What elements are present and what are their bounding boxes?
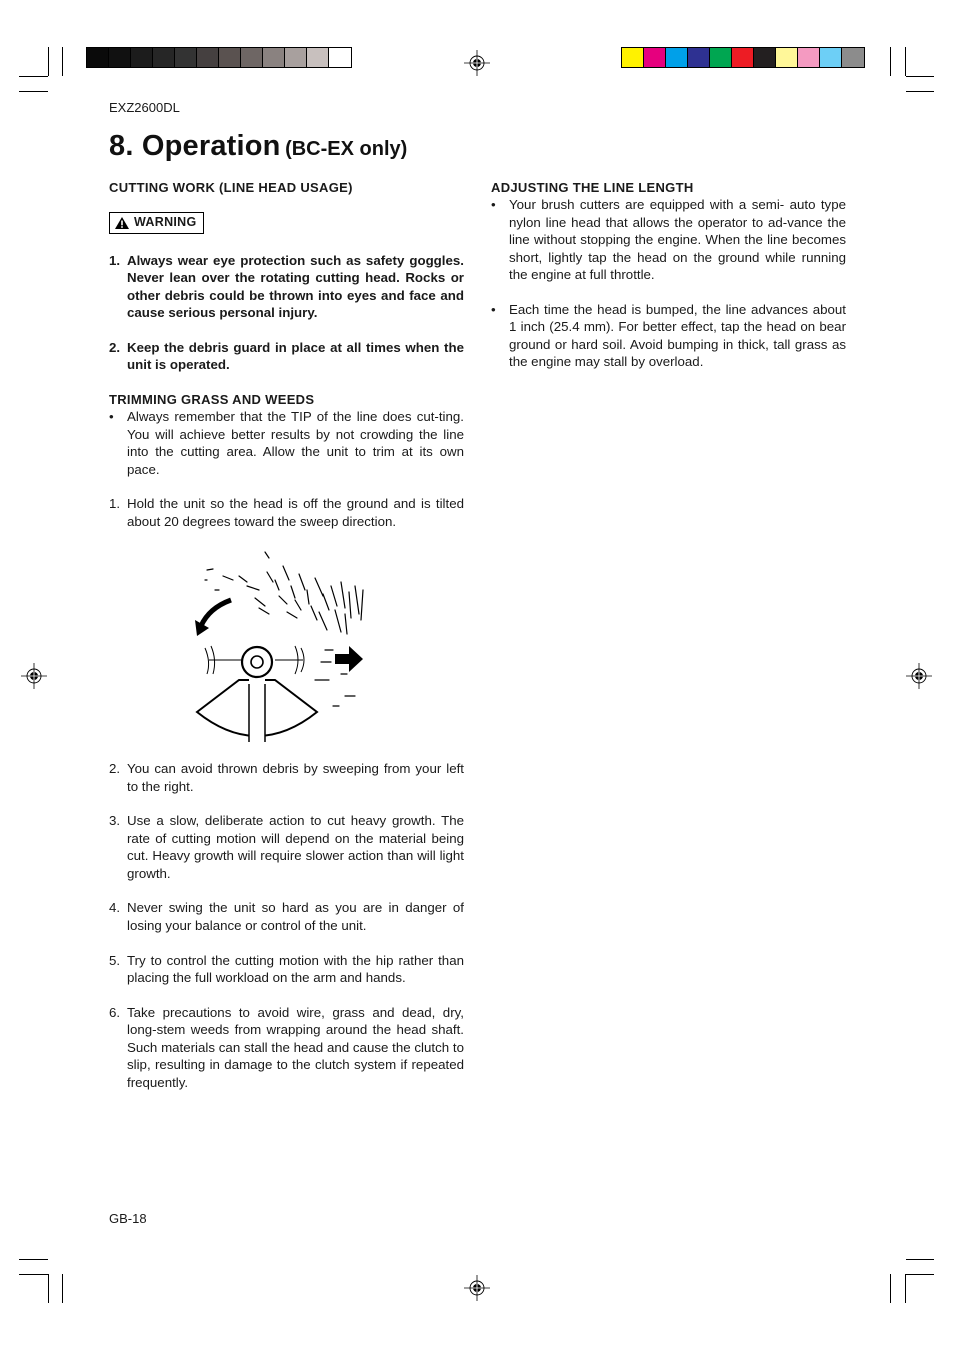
calibration-swatch	[798, 48, 820, 67]
crop-mark	[62, 1274, 63, 1303]
step-text: Never swing the unit so hard as you are in danger of losing your balance or control of the unit.	[127, 900, 464, 933]
calibration-swatch	[329, 48, 351, 67]
calibration-swatch	[820, 48, 842, 67]
page-title-suffix: (BC-EX only)	[285, 138, 408, 160]
page-title-main: 8. Operation	[109, 130, 281, 162]
calibration-swatch	[732, 48, 754, 67]
crop-mark	[906, 91, 934, 92]
warning-item-text: Always wear eye protection such as safety goggles. Never lean over the rotating cutting head. Rocks or other debris could be thrown into eyes and face and cause serious personal injury.	[127, 252, 464, 321]
step-number: 4.	[109, 900, 121, 916]
bullet-marker: •	[491, 301, 496, 317]
registration-mark-icon	[21, 663, 47, 689]
step-text: Try to control the cutting motion with the hip rather than placing the full workload on the arm and hands.	[127, 952, 464, 986]
calibration-swatch	[307, 48, 329, 67]
calibration-swatch	[219, 48, 241, 67]
step-number: 6.	[109, 1004, 121, 1020]
grayscale-calibration-bar	[86, 47, 352, 68]
crop-mark	[905, 47, 906, 76]
calibration-swatch	[754, 48, 776, 67]
right-column	[491, 179, 846, 370]
step-item	[109, 812, 464, 882]
crop-mark	[905, 1274, 906, 1303]
step-number: 5.	[109, 952, 121, 968]
bullet-marker: •	[109, 409, 114, 425]
crop-mark	[890, 47, 891, 76]
page-number: GB-18	[109, 1211, 147, 1226]
step-text: You can avoid thrown debris by sweeping from your left to the right.	[127, 761, 464, 794]
bullet-marker: •	[491, 197, 496, 213]
calibration-swatch	[622, 48, 644, 67]
step-item	[109, 952, 464, 987]
crop-mark	[906, 1274, 934, 1275]
crop-mark	[906, 1259, 934, 1260]
step-text: Hold the unit so the head is off the ground and is tilted about 20 degrees toward the sweep direction.	[127, 496, 464, 529]
crop-mark	[19, 76, 48, 77]
step-number: 1.	[109, 496, 121, 512]
warning-triangle-icon	[115, 217, 129, 229]
crop-mark	[62, 47, 63, 76]
warning-item-text: Keep the debris guard in place at all times when the unit is operated.	[127, 339, 464, 373]
calibration-swatch	[285, 48, 307, 67]
calibration-swatch	[842, 48, 864, 67]
registration-mark-icon	[464, 1275, 490, 1301]
model-number: EXZ2600DL	[109, 100, 180, 115]
calibration-swatch	[131, 48, 153, 67]
calibration-swatch	[175, 48, 197, 67]
crop-mark	[48, 1274, 49, 1303]
step-item	[109, 495, 464, 530]
warning-item-number: 1.	[109, 252, 121, 268]
bullet-text: Always remember that the TIP of the line does cut-ting. You will achieve better results by not crowding the line into the cutting area. Allow the unit to trim at its own pace.	[127, 409, 464, 477]
registration-mark-icon	[906, 663, 932, 689]
crop-mark	[890, 1274, 891, 1303]
cutting-work-heading: CUTTING WORK (LINE HEAD USAGE)	[109, 180, 353, 195]
trimming-heading: TRIMMING GRASS AND WEEDS	[109, 392, 315, 408]
calibration-swatch	[688, 48, 710, 67]
calibration-swatch	[109, 48, 131, 67]
warning-item	[109, 339, 464, 374]
adjusting-line-heading: ADJUSTING THE LINE LENGTH	[491, 180, 694, 195]
calibration-swatch	[263, 48, 285, 67]
bullet-text: Each time the head is bumped, the line advances about 1 inch (25.4 mm). For better effect, tap the head on bear ground or hard soil. Avoid bumping in thick, tall grass as the engine may stall by overload.	[509, 301, 846, 370]
registration-mark-icon	[464, 50, 490, 76]
step-item	[109, 899, 464, 934]
calibration-swatch	[241, 48, 263, 67]
warning-label: WARNING	[134, 215, 197, 230]
crop-mark	[48, 47, 49, 76]
calibration-swatch	[644, 48, 666, 67]
calibration-swatch	[197, 48, 219, 67]
trimming-illustration	[195, 550, 380, 742]
crop-mark	[19, 1259, 48, 1260]
calibration-swatch	[710, 48, 732, 67]
left-column	[109, 179, 464, 1091]
warning-item	[109, 252, 464, 322]
calibration-swatch	[153, 48, 175, 67]
color-calibration-bar	[621, 47, 865, 68]
calibration-swatch	[666, 48, 688, 67]
crop-mark	[19, 91, 48, 92]
calibration-swatch	[87, 48, 109, 67]
crop-mark	[906, 76, 934, 77]
page-title	[109, 130, 407, 163]
step-item	[109, 760, 464, 795]
calibration-swatch	[776, 48, 798, 67]
step-item	[109, 1004, 464, 1091]
bullet-item	[491, 196, 846, 283]
warning-item-number: 2.	[109, 339, 121, 355]
bullet-text: Your brush cutters are equipped with a semi- auto type nylon line head that allows the operator to ad-vance the line without stopping the engine. When the line becomes short, lightly tap the head on the ground while running the engine at full throttle.	[509, 197, 846, 283]
step-text: Use a slow, deliberate action to cut heavy growth. The rate of cutting motion will depend on the material being cut. Heavy growth will require slower action than will light growth.	[127, 813, 464, 881]
bullet-item	[491, 301, 846, 371]
step-text: Take precautions to avoid wire, grass and dead, dry, long-stem weeds from wrapping around the head shaft. Such materials can stall the head and cause the clutch to slip, resulting in damage to the clutch system if repeated frequently.	[127, 1004, 464, 1090]
crop-mark	[19, 1274, 48, 1275]
step-number: 2.	[109, 761, 121, 777]
bullet-item	[109, 408, 464, 478]
warning-label-box	[109, 212, 204, 233]
step-number: 3.	[109, 813, 121, 829]
